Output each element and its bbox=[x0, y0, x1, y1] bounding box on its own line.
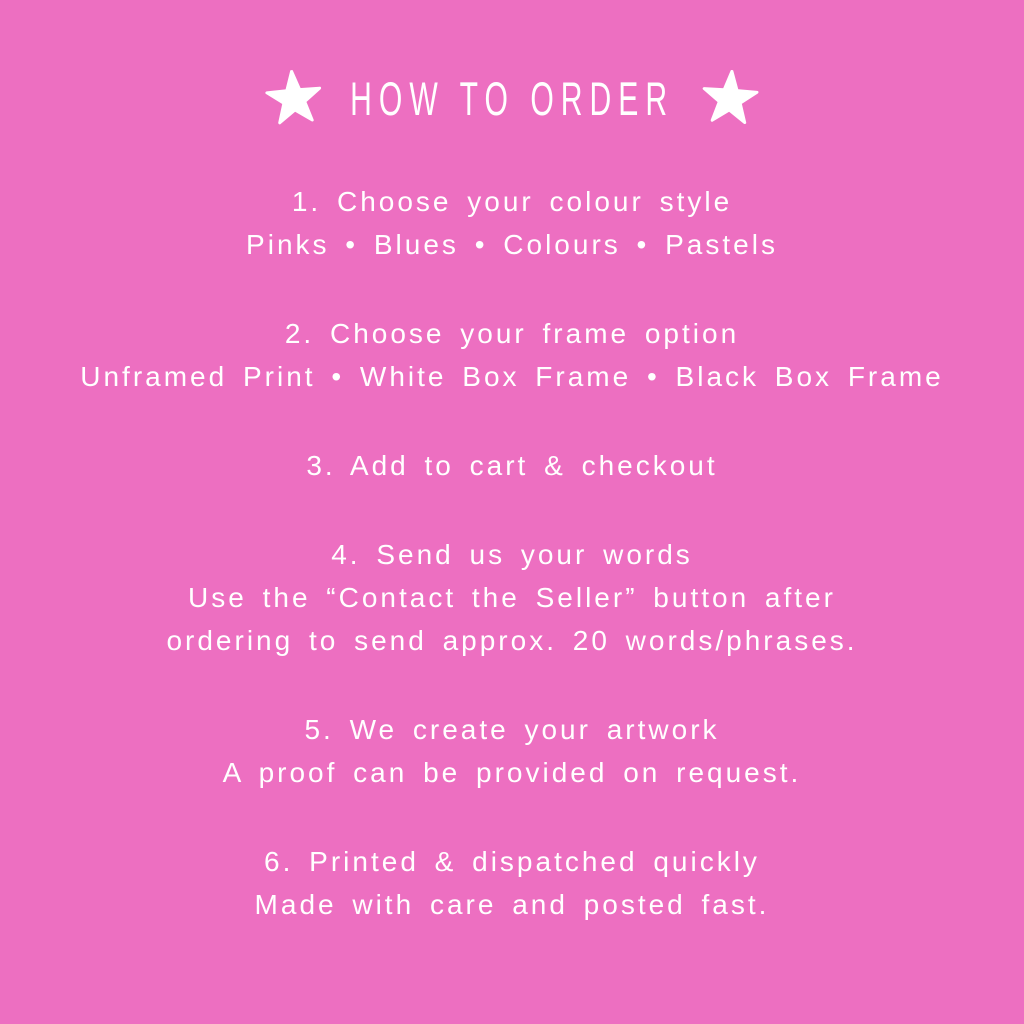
step-4 bbox=[0, 533, 1024, 662]
step-1 bbox=[0, 180, 1024, 266]
step-line: Pinks • Blues • Colours • Pastels bbox=[246, 229, 778, 260]
step-line: ordering to send approx. 20 words/phrases. bbox=[166, 625, 858, 656]
step-heading: 5. We create your artwork bbox=[304, 714, 720, 745]
page-title: HOW TO ORDER bbox=[349, 72, 675, 125]
steps-list bbox=[0, 180, 1024, 926]
step-line: Unframed Print • White Box Frame • Black Box Frame bbox=[80, 361, 944, 392]
star-icon bbox=[262, 68, 325, 131]
header bbox=[0, 70, 1024, 128]
step-heading: 4. Send us your words bbox=[331, 539, 693, 570]
star-icon bbox=[699, 68, 761, 130]
step-heading: 6. Printed & dispatched quickly bbox=[264, 846, 760, 877]
step-line: Made with care and posted fast. bbox=[254, 889, 770, 920]
step-2 bbox=[0, 312, 1024, 398]
step-6 bbox=[0, 840, 1024, 926]
step-heading: 2. Choose your frame option bbox=[284, 318, 740, 349]
step-heading: 1. Choose your colour style bbox=[291, 186, 733, 217]
step-3 bbox=[0, 444, 1024, 487]
step-5 bbox=[0, 708, 1024, 794]
step-heading: 3. Add to cart & checkout bbox=[306, 450, 718, 481]
step-line: Use the “Contact the Seller” button after bbox=[188, 582, 836, 613]
step-line: A proof can be provided on request. bbox=[222, 757, 802, 788]
